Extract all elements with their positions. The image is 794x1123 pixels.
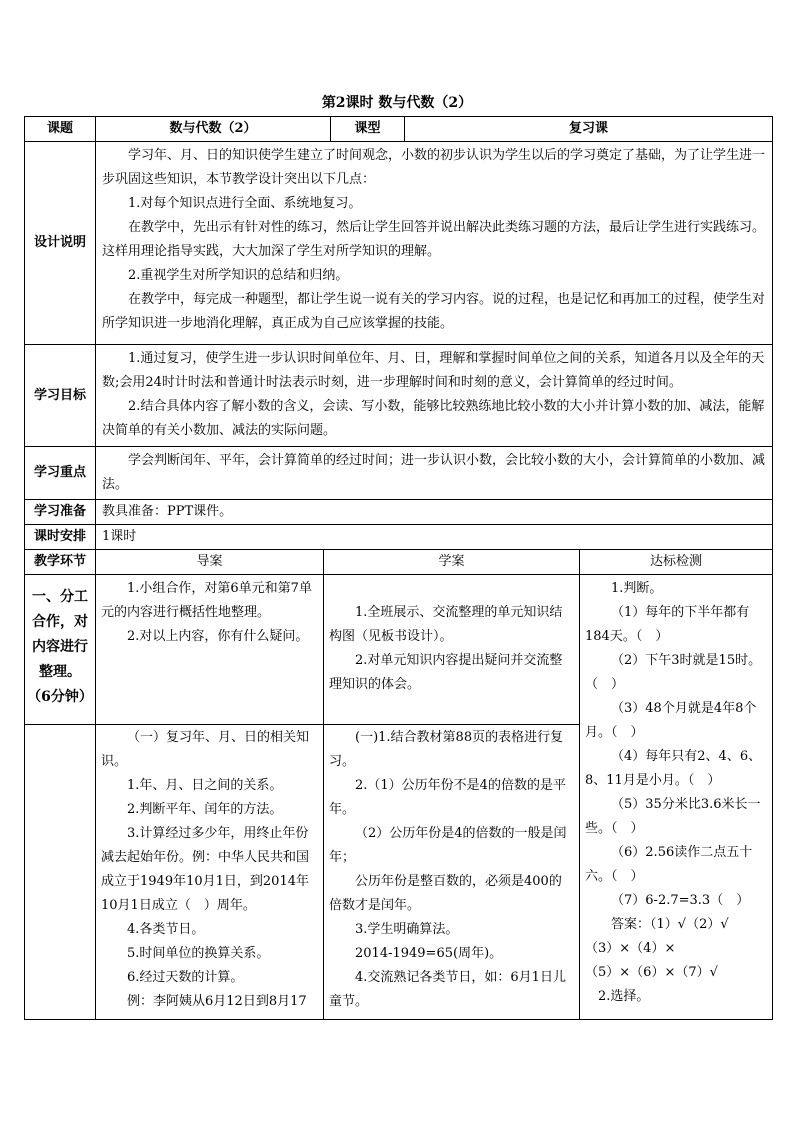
schedule-text: 1课时: [102, 529, 137, 544]
header-row: [25, 117, 773, 142]
check-item: （6）2.56读作二点五十六。（ ）: [585, 845, 753, 884]
study-col-header: 学案: [324, 550, 580, 575]
check-item: 1.判断。: [611, 581, 663, 596]
phase2-guide-item: 3.计算经过多少年，用终止年份减去起始年份。例：中华人民共和国成立于1949年10月1日，到2014年10月1日成立（ ）周年。: [101, 826, 310, 913]
design-paragraph: 在教学中，每完成一种题型，都让学生说一说有关的学习内容。说的过程，也是记忆和再加工的过程，使学生对所学知识进一步地消化理解，真正成为自己应该掌握的技能。: [102, 292, 766, 331]
design-row: [25, 142, 773, 345]
phase2-study: [324, 725, 580, 1020]
phase2-guide-item: 4.各类节日。: [127, 922, 205, 937]
phase-col-header: 教学环节: [25, 550, 96, 575]
check-item: （4）每年只有2、4、6、8、11月是小月。（ ）: [585, 749, 762, 788]
focus-text: 学会判断闰年、平年，会计算简单的经过时间；进一步认识小数，会比较小数的大小，会计算简单的小数加、减法。: [102, 453, 766, 492]
guide-col-header: 导案: [96, 550, 324, 575]
check-item: 2.选择。: [598, 989, 650, 1004]
focus-label: 学习重点: [25, 447, 96, 500]
goals-row: [25, 345, 773, 447]
topic-value: 数与代数（2）: [96, 117, 331, 142]
phase2-name: [25, 725, 96, 1020]
check-item: （1）每年的下半年都有184天。（ ）: [585, 605, 750, 644]
schedule-content: [96, 525, 773, 550]
phase1-study-item: 1.全班展示、交流整理的单元知识结构图（见板书设计）。: [329, 605, 563, 644]
check-item: 答案：（1）√（2）√: [611, 917, 729, 932]
phase2-guide-item: 6.经过天数的计算。: [127, 970, 244, 985]
phase2-study-item: 公历年份是整百数的，必须是400的倍数才是闰年。: [329, 874, 562, 913]
phase1-guide-item: 1.小组合作，对第6单元和第7单元的内容进行概括性地整理。: [101, 581, 312, 620]
phase1-name: [25, 575, 96, 725]
focus-content: [96, 447, 773, 500]
goals-content: [96, 345, 773, 447]
check-item: （5）×（6）×（7）√: [585, 965, 718, 980]
prep-text: 教具准备：PPT课件。: [102, 504, 233, 519]
phase1-name-line: （6分钟）: [27, 689, 93, 705]
column-header-row: [25, 550, 773, 575]
design-paragraph: 1.对每个知识点进行全面、系统地复习。: [128, 196, 362, 211]
check-item: （2）下午3时就是15时。（ ）: [585, 653, 762, 692]
phase2-guide: [96, 725, 324, 1020]
phase1-study: [324, 575, 580, 725]
type-value: 复习课: [405, 117, 773, 142]
design-paragraph: 在教学中，先出示有针对性的练习，然后让学生回答并说出解决此类练习题的方法，最后让学生进行实践练习。这样用理论指导实践，大大加深了学生对所学知识的理解。: [102, 220, 766, 259]
prep-label: 学习准备: [25, 500, 96, 525]
phase2-study-item: (一)1.结合教材第88页的表格进行复习。: [329, 730, 564, 769]
check-item: （7）6-2.7=3.3（ ）: [611, 893, 750, 908]
design-paragraph: 2.重视学生对所学知识的总结和归纳。: [128, 268, 349, 283]
check-col-header: 达标检测: [580, 550, 773, 575]
goals-paragraph: 1.通过复习，使学生进一步认识时间单位年、月、日，理解和掌握时间单位之间的关系，知道各月以及全年的天数;会用24时计时法和普通计时法表示时刻，进一步理解时间和时刻的意义，会计算简单的经过时间。: [102, 351, 765, 390]
check-cell: [580, 575, 773, 1020]
phase2-guide-item: （一）复习年、月、日的相关知识。: [101, 730, 310, 769]
phase2-guide-item: 例：李阿姨从6月12日到8月17: [127, 994, 307, 1009]
phase1-study-item: 2.对单元知识内容提出疑问并交流整理知识的体会。: [329, 653, 563, 692]
phase1-row: [25, 575, 773, 725]
phase2-study-item: （2）公历年份是4的倍数的一般是闰年；: [329, 826, 567, 865]
phase2-guide-item: 2.判断平年、闰年的方法。: [127, 802, 283, 817]
focus-row: [25, 447, 773, 500]
check-item: （5）35分米比3.6米长一些。（ ）: [585, 797, 761, 836]
prep-row: [25, 500, 773, 525]
design-label: 设计说明: [25, 142, 96, 345]
prep-content: [96, 500, 773, 525]
phase2-guide-item: 5.时间单位的换算关系。: [127, 946, 270, 961]
check-item: （3）48个月就是4年8个月。（ ）: [585, 701, 757, 740]
phase1-name-line: 一、分工: [32, 589, 88, 605]
phase2-study-item: 4.交流熟记各类节日，如：6月1日儿童节。: [329, 970, 566, 1009]
goals-paragraph: 2.结合具体内容了解小数的含义，会读、写小数，能够比较熟练地比较小数的大小并计算小数的加、减法，能解决简单的有关小数加、减法的实际问题。: [102, 399, 765, 438]
check-item: （3）×（4）×: [585, 941, 676, 956]
goals-label: 学习目标: [25, 345, 96, 447]
schedule-row: [25, 525, 773, 550]
phase1-name-line: 整理。: [39, 664, 81, 680]
lesson-plan-table: [24, 116, 773, 1020]
phase2-study-item: 2.（1）公历年份不是4的倍数的是平年。: [329, 778, 566, 817]
phase2-guide-item: 1.年、月、日之间的关系。: [127, 778, 283, 793]
topic-label: 课题: [25, 117, 96, 142]
schedule-label: 课时安排: [25, 525, 96, 550]
phase1-name-line: 合作，对: [32, 614, 88, 630]
phase2-study-item: 2014-1949=65(周年)。: [355, 946, 503, 961]
phase1-name-line: 内容进行: [32, 639, 88, 655]
type-label: 课型: [331, 117, 405, 142]
document-title: 第2课时 数与代数（2）: [321, 95, 473, 111]
phase1-guide: [96, 575, 324, 725]
phase1-guide-item: 2.对以上内容，你有什么疑问。: [127, 629, 309, 644]
design-paragraph: 学习年、月、日的知识使学生建立了时间观念，小数的初步认识为学生以后的学习奠定了基础，为了让学生进一步巩固这些知识，本节教学设计突出以下几点：: [102, 148, 766, 187]
phase2-study-item: 3.学生明确算法。: [355, 922, 459, 937]
design-content: [96, 142, 773, 345]
